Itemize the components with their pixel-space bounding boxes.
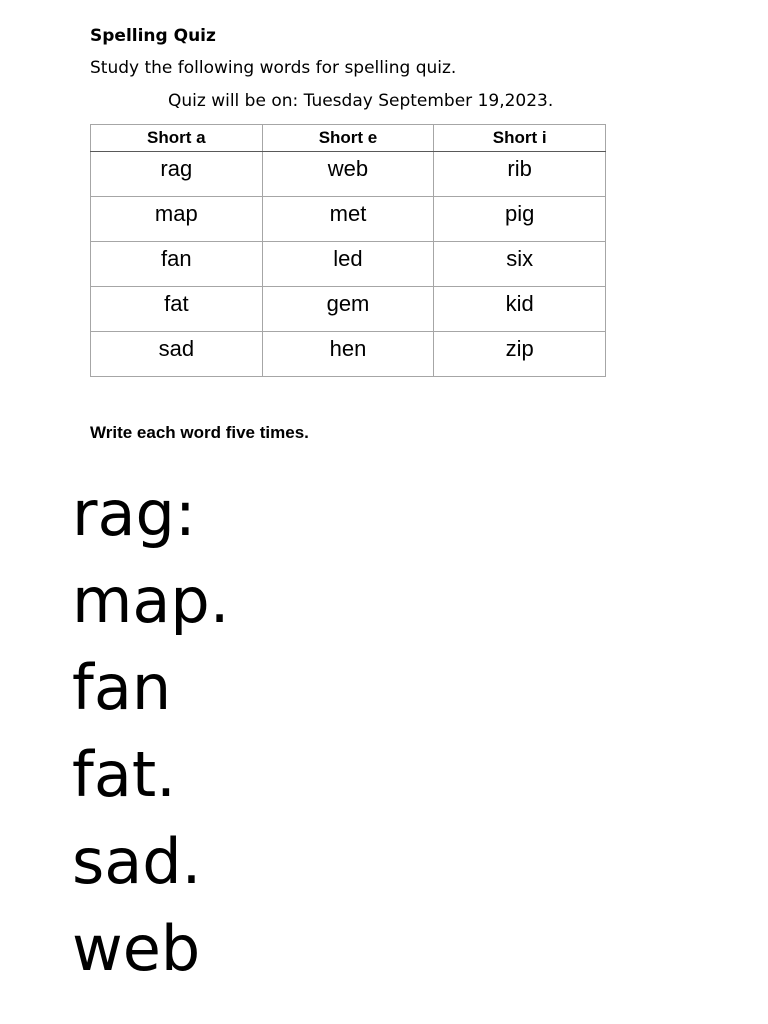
table-cell: fat — [91, 287, 263, 332]
page-title: Spelling Quiz — [90, 26, 216, 46]
quiz-date: Quiz will be on: Tuesday September 19,2023. — [168, 91, 554, 111]
practice-line: rag: — [72, 477, 196, 550]
table-cell: rag — [91, 152, 263, 197]
table-cell: met — [262, 197, 434, 242]
practice-line: web — [72, 912, 201, 985]
table-cell: six — [434, 242, 606, 287]
table-cell: pig — [434, 197, 606, 242]
column-header-short-e: Short e — [262, 125, 434, 152]
table-cell: gem — [262, 287, 434, 332]
study-instructions: Study the following words for spelling quiz. — [90, 58, 457, 78]
table-cell: web — [262, 152, 434, 197]
table-cell: kid — [434, 287, 606, 332]
table-cell: led — [262, 242, 434, 287]
table-cell: zip — [434, 332, 606, 377]
practice-line: sad. — [72, 825, 202, 898]
practice-line: fan — [72, 651, 172, 724]
table-cell: fan — [91, 242, 263, 287]
table-row — [91, 152, 606, 197]
spelling-word-table — [90, 124, 606, 377]
practice-line: fat. — [72, 738, 176, 811]
table-cell: rib — [434, 152, 606, 197]
column-header-short-i: Short i — [434, 125, 606, 152]
table-cell: hen — [262, 332, 434, 377]
practice-line: map. — [72, 564, 230, 637]
table-header-row — [91, 125, 606, 152]
table-cell: sad — [91, 332, 263, 377]
practice-heading: Write each word five times. — [90, 423, 309, 442]
table-row — [91, 242, 606, 287]
column-header-short-a: Short a — [91, 125, 263, 152]
practice-word-list — [72, 470, 229, 992]
table-row — [91, 332, 606, 377]
table-cell: map — [91, 197, 263, 242]
table-row — [91, 287, 606, 332]
table-row — [91, 197, 606, 242]
